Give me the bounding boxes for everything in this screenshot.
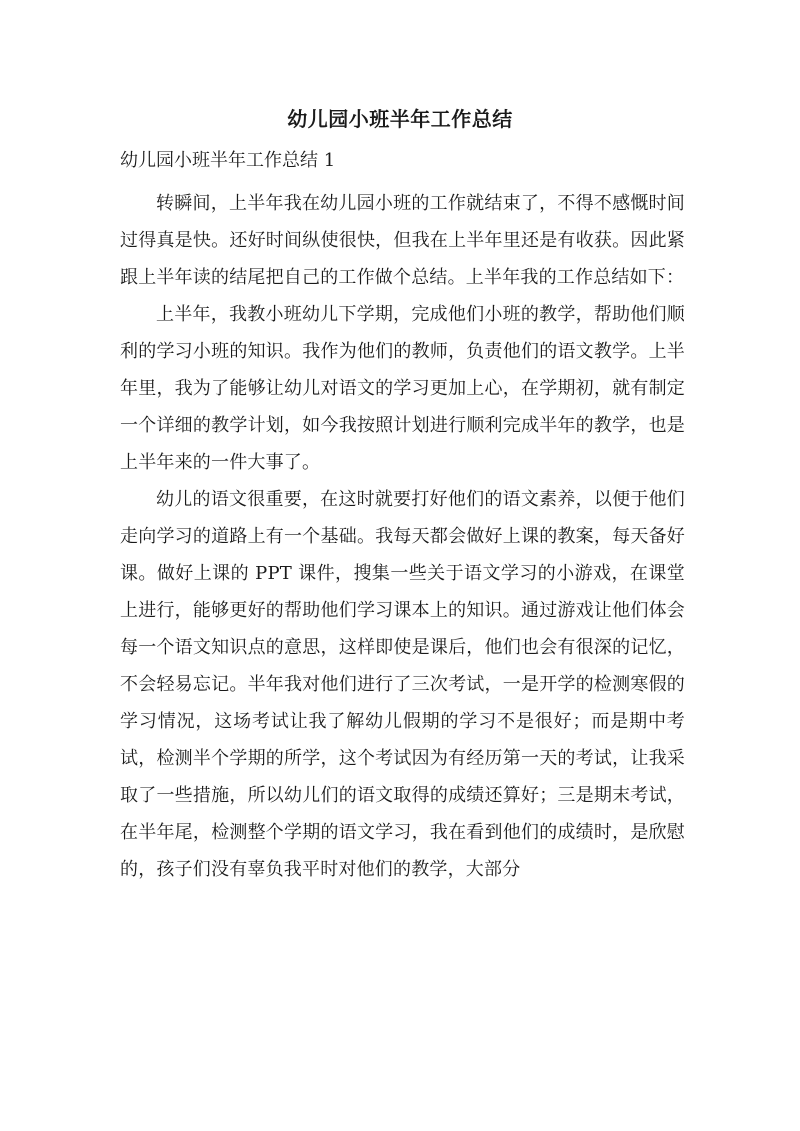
paragraph-2: 上半年，我教小班幼儿下学期，完成他们小班的教学，帮助他们顺利的学习小班的知识。我作为他们的教师，负责他们的语文教学。上半年里，我为了能够让幼儿对语文的学习更加上心，在学期初，就有制定一个详细的教学计划，如今我按照计划进行顺利完成半年的教学，也是上半年来的一件大事了。 [120,304,685,473]
paragraph-1: 转瞬间，上半年我在幼儿园小班的工作就结束了，不得不感慨时间过得真是快。还好时间纵使很快，但我在上半年里还是有收获。因此紧跟上半年读的结尾把自己的工作做个总结。上半年我的工作总结如下： [120,193,685,288]
document-subtitle: 幼儿园小班半年工作总结 1 [120,150,336,171]
paragraph-3: 幼儿的语文很重要，在这时就要打好他们的语文素养，以便于他们走向学习的道路上有一个基础。我每天都会做好上课的教案，每天备好课。做好上课的 PPT 课件，搜集一些关于语文学习的小游戏，在课堂上进行，能够更好的帮助他们学习课本上的知识。通过游戏让他们体会每一个语文知识点的意思，这样即使是课后，他们也会有很深的记忆，不会轻易忘记。半年我对他们进行了三次考试，一是开学的检测寒假的学习情况，这场考试让我了解幼儿假期的学习不是很好；而是期中考试，检测半个学期的所学，这个考试因为有经历第一天的考试，让我采取了一些措施，所以幼儿们的语文取得的成绩还算好；三是期末考试，在半年尾，检测整个学期的语文学习，我在看到他们的成绩时，是欣慰的，孩子们没有辜负我平时对他们的教学，大部分 [120,489,685,880]
document-body [120,185,685,888]
document-title: 幼儿园小班半年工作总结 [287,107,513,131]
